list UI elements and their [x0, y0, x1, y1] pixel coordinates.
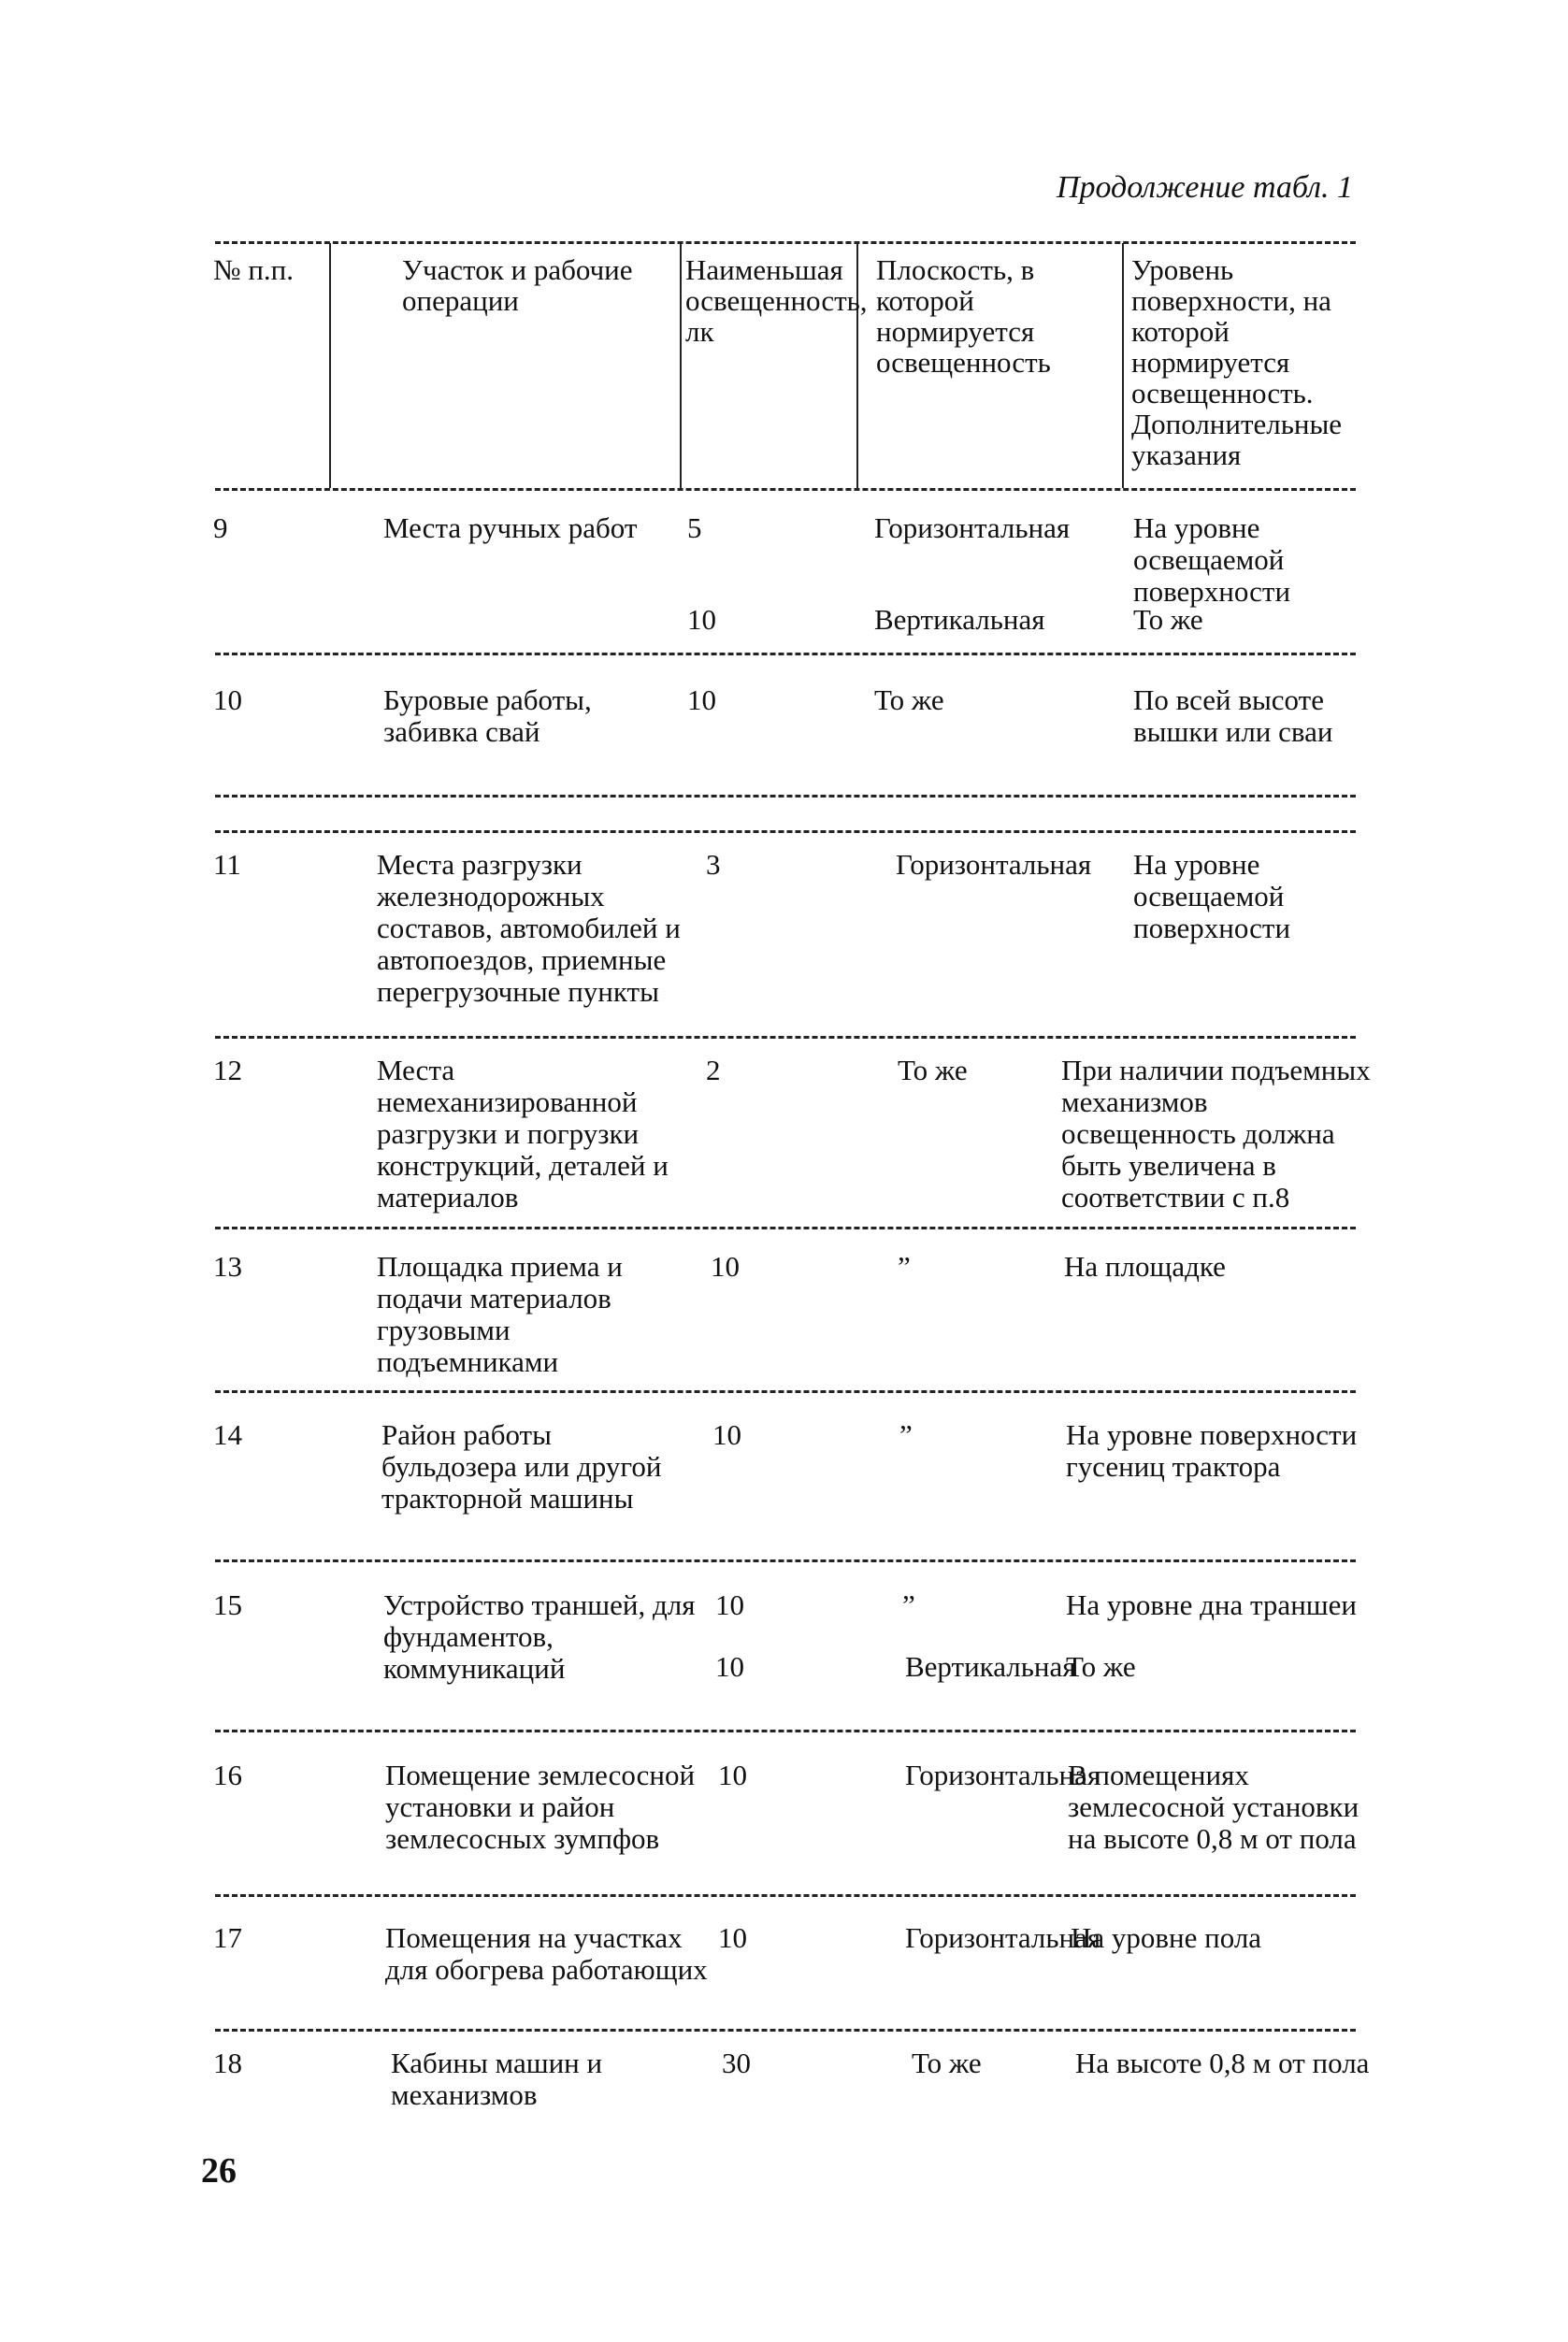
header-bottom-rule — [215, 488, 1356, 491]
row-note-2: То же — [1133, 603, 1203, 636]
row-note: На уровне пола — [1071, 1921, 1262, 1954]
row-lux: 10 — [712, 1418, 741, 1451]
row-lux: 10 — [718, 1759, 747, 1791]
header-site: Участок и рабочие операции — [402, 253, 633, 317]
row-note: В помещениях землесосной установки на высоте 0,8 м от пола — [1068, 1759, 1359, 1855]
row-rule — [215, 1390, 1356, 1393]
row-note: На уровне поверхности гусениц трактора — [1066, 1418, 1358, 1483]
row-rule — [215, 1227, 1356, 1229]
row-site: Места разгрузки железнодорожных составов, автомобилей и автопоездов, приемные перегрузочные пункты — [377, 848, 681, 1008]
row-plane: То же — [898, 1054, 968, 1086]
row-num: 16 — [213, 1759, 242, 1791]
header-lux: Наименьшая освещенность, лк — [685, 253, 868, 348]
row-note: На уровне освещаемой поверхности — [1133, 511, 1291, 608]
row-num: 17 — [213, 1921, 242, 1954]
row-plane: То же — [874, 683, 944, 716]
row-rule — [215, 1730, 1356, 1732]
row-site: Помещения на участках для обогрева работающих — [385, 1921, 708, 1986]
row-site: Устройство траншей, для фундаментов, коммуникаций — [383, 1588, 696, 1685]
row-rule — [215, 653, 1356, 655]
row-lux: 10 — [718, 1921, 747, 1954]
row-rule — [215, 1036, 1356, 1039]
row-note: На высоте 0,8 м от пола — [1075, 2047, 1370, 2079]
row-note: На площадке — [1064, 1250, 1226, 1283]
page-number: 26 — [201, 2151, 237, 2191]
row-rule — [215, 1894, 1356, 1897]
row-plane: ” — [899, 1418, 913, 1451]
row-num: 14 — [213, 1418, 242, 1451]
row-num: 9 — [213, 511, 228, 544]
row-num: 10 — [213, 683, 242, 716]
row-site: Места немеханизированной разгрузки и погрузки конструкций, деталей и материалов — [377, 1054, 669, 1214]
row-lux: 10 — [687, 683, 716, 716]
row-plane: Горизонтальная — [905, 1921, 1101, 1954]
row-lux: 3 — [706, 848, 721, 881]
row-lux: 5 — [687, 511, 702, 544]
header-plane: Плоскость, в которой нормируется освещенность — [876, 253, 1051, 379]
row-rule — [215, 1559, 1356, 1562]
row-plane: То же — [912, 2047, 982, 2079]
row-plane: Горизонтальная — [874, 511, 1071, 544]
row-lux-2: 10 — [687, 603, 716, 636]
row-site: Места ручных работ — [383, 511, 638, 544]
header-divider — [1122, 243, 1124, 488]
row-num: 15 — [213, 1588, 242, 1621]
header-divider — [329, 243, 331, 488]
row-plane-2: Вертикальная — [905, 1650, 1076, 1683]
continuation-label: Продолжение табл. 1 — [1056, 170, 1353, 205]
row-note: При наличии подъемных механизмов освещенность должна быть увеличена в соответствии с п.8 — [1061, 1054, 1371, 1214]
row-note: На уровне освещаемой поверхности — [1133, 848, 1291, 944]
row-lux: 2 — [706, 1054, 721, 1086]
row-rule — [215, 830, 1356, 833]
row-plane: Горизонтальная — [905, 1759, 1101, 1791]
row-note: По всей высоте вышки или сваи — [1133, 683, 1333, 748]
row-plane-2: Вертикальная — [874, 603, 1045, 636]
row-rule — [215, 2029, 1356, 2032]
header-divider — [856, 243, 858, 488]
row-num: 12 — [213, 1054, 242, 1086]
row-plane: ” — [902, 1588, 915, 1621]
row-site: Буровые работы, забивка свай — [383, 683, 592, 748]
row-lux: 30 — [722, 2047, 751, 2079]
header-num: № п.п. — [213, 253, 295, 286]
row-lux: 10 — [711, 1250, 740, 1283]
header-note: Уровень поверхности, на которой нормируется освещенность. Дополнительные указания — [1131, 253, 1343, 471]
table-top-rule — [215, 241, 1356, 244]
row-site: Кабины машин и механизмов — [391, 2047, 603, 2111]
row-site: Район работы бульдозера или другой тракторной машины — [381, 1418, 662, 1515]
row-note: На уровне дна траншеи — [1066, 1588, 1357, 1621]
row-plane: ” — [898, 1250, 911, 1283]
row-rule — [215, 795, 1356, 797]
row-num: 18 — [213, 2047, 242, 2079]
row-num: 11 — [213, 848, 241, 881]
row-lux: 10 — [715, 1588, 744, 1621]
row-num: 13 — [213, 1250, 242, 1283]
row-plane: Горизонтальная — [896, 848, 1092, 881]
row-note-2: То же — [1066, 1650, 1136, 1683]
row-site: Помещение землесосной установки и район землесосных зумпфов — [385, 1759, 696, 1855]
row-lux-2: 10 — [715, 1650, 744, 1683]
row-site: Площадка приема и подачи материалов грузовыми подъемниками — [377, 1250, 623, 1378]
